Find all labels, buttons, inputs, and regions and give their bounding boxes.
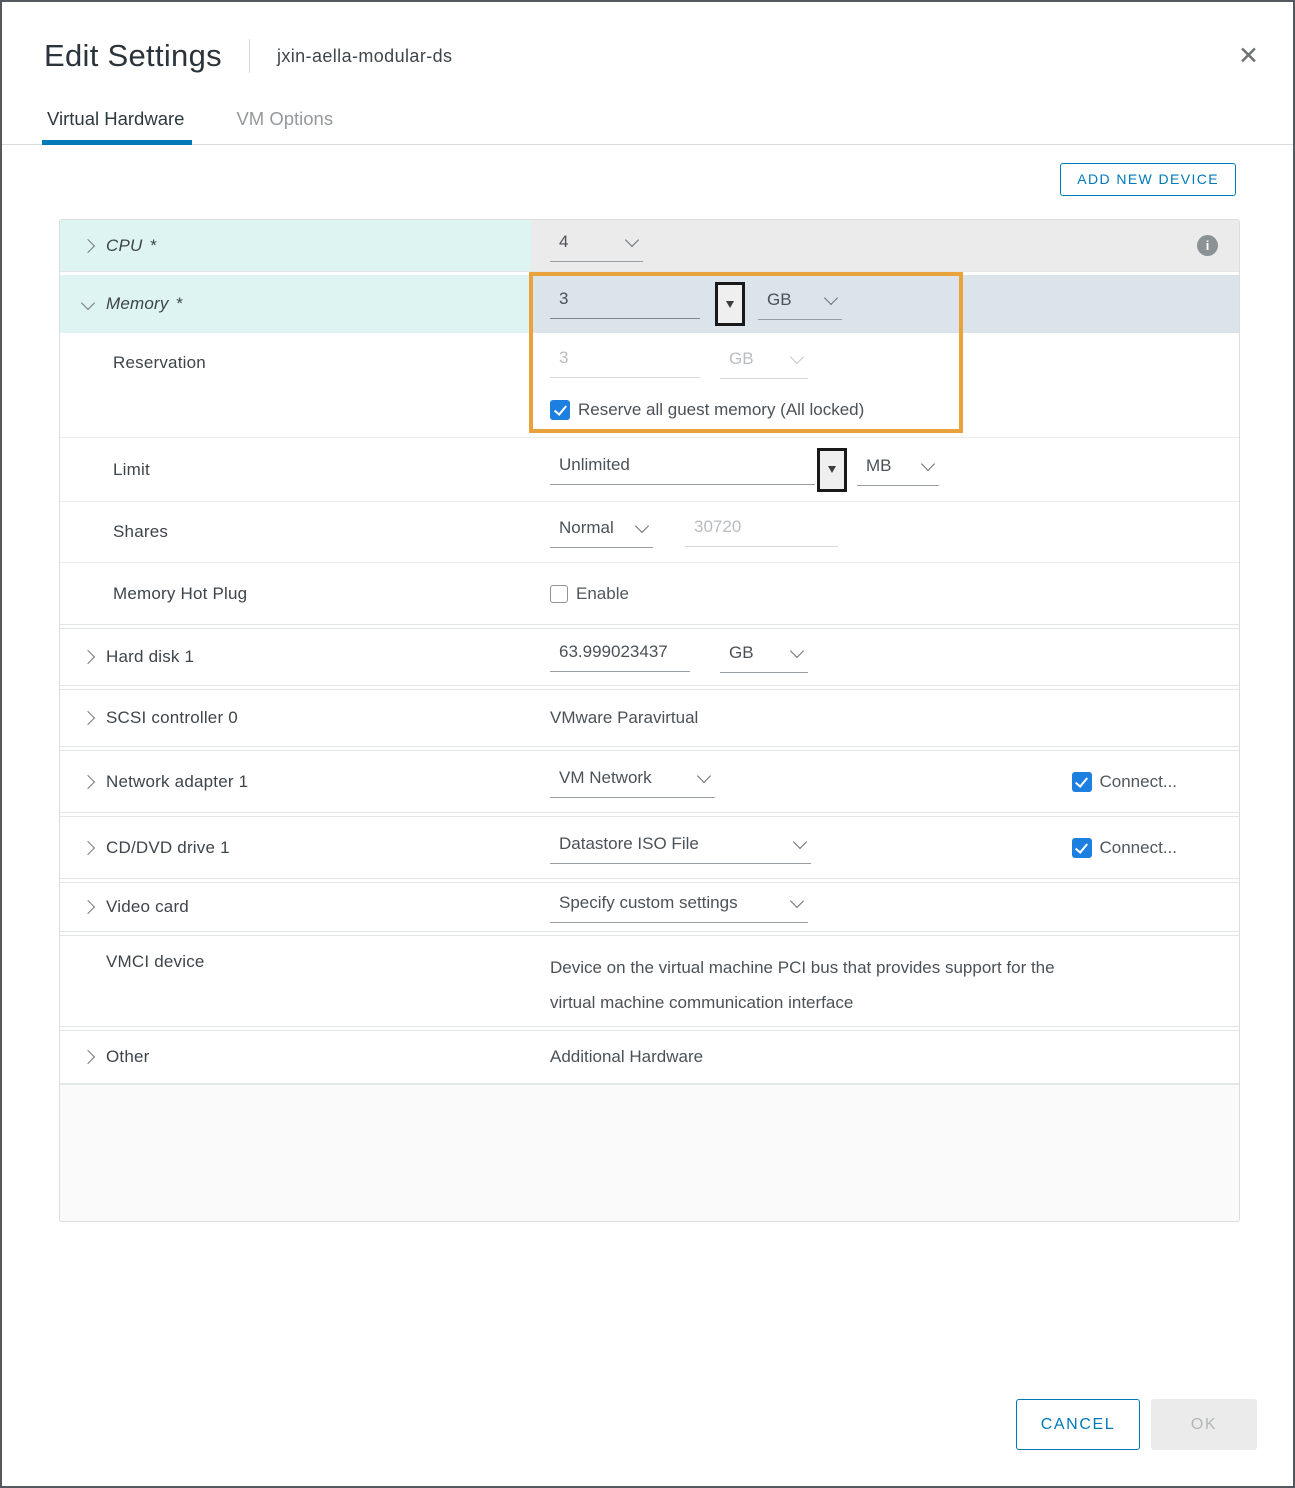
- cd-dvd-connect-label: Connect...: [1099, 837, 1177, 857]
- vmci-row: [60, 936, 1239, 1026]
- memory-hot-plug-value-cell: [531, 563, 1239, 624]
- reservation-value-cell: [531, 333, 1239, 436]
- limit-row: [60, 437, 1239, 501]
- memory-hot-plug-row: [60, 562, 1239, 624]
- other-row: [60, 1031, 1239, 1083]
- memory-unit-value: GB: [767, 290, 792, 309]
- reservation-unit-value: GB: [729, 349, 754, 368]
- hard-disk-value-cell: [531, 629, 1239, 685]
- memory-section: [60, 275, 1239, 625]
- cd-dvd-label-cell: [60, 817, 531, 878]
- cpu-section: [60, 220, 1239, 272]
- reservation-size-input[interactable]: 3: [550, 348, 700, 378]
- video-card-value-cell: [531, 883, 1239, 931]
- reserve-all-guest-memory-checkbox[interactable]: [550, 400, 570, 420]
- memory-size-input[interactable]: 3: [550, 289, 700, 319]
- hard-disk-unit-select[interactable]: [720, 641, 808, 673]
- chevron-down-icon: [790, 644, 804, 658]
- other-value: Additional Hardware: [550, 1047, 704, 1066]
- vm-name: jxin-aella-modular-ds: [276, 45, 453, 66]
- memory-required-marker: *: [175, 294, 183, 313]
- shares-row: [60, 501, 1239, 562]
- chevron-down-icon: [921, 456, 935, 470]
- shares-value-cell: [531, 502, 1239, 562]
- memory-hot-plug-enable-checkbox[interactable]: [550, 585, 568, 603]
- chevron-down-icon: [625, 232, 639, 246]
- tab-virtual-hardware[interactable]: Virtual Hardware: [47, 108, 184, 144]
- memory-value-cell: [531, 275, 1239, 333]
- shares-level-select[interactable]: [550, 516, 653, 548]
- memory-hot-plug-label: Memory Hot Plug: [113, 583, 248, 603]
- network-adapter-label-cell: [60, 751, 531, 812]
- hard-disk-row: [60, 629, 1239, 685]
- memory-label: Memory: [106, 294, 169, 313]
- vmci-description-line2: virtual machine communication interface: [550, 993, 854, 1012]
- cpu-label-cell: [60, 220, 531, 271]
- limit-dropdown-button[interactable]: [817, 448, 847, 492]
- scsi-controller-label: SCSI controller 0: [106, 708, 238, 727]
- info-icon[interactable]: i: [1197, 235, 1218, 256]
- chevron-right-icon[interactable]: [81, 774, 95, 788]
- chevron-down-icon: [635, 519, 649, 533]
- chevron-right-icon[interactable]: [81, 238, 95, 252]
- video-card-label-cell: [60, 883, 531, 931]
- chevron-down-icon: [790, 894, 804, 908]
- memory-label-cell: [60, 275, 531, 333]
- reservation-label: Reservation: [113, 353, 206, 372]
- scsi-controller-section: [60, 689, 1239, 747]
- dialog-footer: [1016, 1399, 1257, 1450]
- memory-hot-plug-enable-label: Enable: [576, 583, 629, 603]
- network-adapter-row: [60, 751, 1239, 812]
- close-icon[interactable]: ✕: [1238, 41, 1259, 70]
- cpu-count-select[interactable]: [550, 230, 643, 262]
- cd-dvd-section: [60, 816, 1239, 879]
- hard-disk-label-cell: [60, 629, 531, 685]
- shares-label: Shares: [113, 522, 169, 541]
- chevron-right-icon[interactable]: [81, 840, 95, 854]
- ok-button[interactable]: OK: [1151, 1399, 1257, 1450]
- chevron-down-icon: [790, 350, 804, 364]
- reservation-unit-select[interactable]: [720, 347, 808, 379]
- video-card-label: Video card: [106, 897, 189, 916]
- vmci-label: VMCI device: [106, 952, 205, 971]
- network-adapter-label: Network adapter 1: [106, 771, 249, 791]
- chevron-right-icon[interactable]: [81, 1050, 95, 1064]
- memory-size-dropdown-button[interactable]: [715, 282, 745, 326]
- memory-row: [60, 275, 1239, 333]
- shares-level-value: Normal: [559, 518, 614, 537]
- chevron-right-icon[interactable]: [81, 900, 95, 914]
- video-card-settings-select[interactable]: [550, 891, 808, 923]
- dialog-header: [44, 38, 1259, 74]
- scsi-controller-row: [60, 690, 1239, 746]
- network-connect-checkbox[interactable]: [1072, 772, 1092, 792]
- hard-disk-label: Hard disk 1: [106, 647, 195, 666]
- vmci-description: [550, 936, 1055, 1020]
- other-section: [60, 1030, 1239, 1084]
- hardware-table: [59, 219, 1240, 1222]
- cd-dvd-connect-checkbox[interactable]: [1072, 838, 1092, 858]
- chevron-down-icon: [793, 834, 807, 848]
- tab-bar: [2, 108, 1293, 145]
- cpu-row: [60, 220, 1239, 271]
- table-empty-area: [60, 1084, 1239, 1221]
- hard-disk-unit-value: GB: [729, 643, 754, 662]
- chevron-right-icon[interactable]: [81, 650, 95, 664]
- limit-unit-select[interactable]: [857, 454, 939, 486]
- video-card-settings-value: Specify custom settings: [559, 893, 738, 912]
- cd-dvd-source-value: Datastore ISO File: [559, 833, 699, 853]
- memory-unit-select[interactable]: [758, 288, 842, 320]
- cpu-required-marker: *: [149, 235, 157, 255]
- chevron-right-icon[interactable]: [81, 711, 95, 725]
- chevron-down-icon[interactable]: [81, 295, 95, 309]
- network-connect-label: Connect...: [1099, 771, 1177, 791]
- scsi-controller-label-cell: [60, 690, 531, 746]
- vmci-section: [60, 935, 1239, 1027]
- scsi-controller-value: VMware Paravirtual: [550, 708, 699, 727]
- cd-dvd-label: CD/DVD drive 1: [106, 837, 230, 857]
- cpu-value-cell: [531, 220, 1239, 271]
- limit-label: Limit: [113, 459, 150, 479]
- other-label: Other: [106, 1047, 150, 1066]
- cpu-label: CPU: [106, 235, 143, 255]
- limit-unit-value: MB: [866, 455, 892, 475]
- video-card-section: [60, 882, 1239, 932]
- reserve-all-guest-memory-label: Reserve all guest memory (All locked): [578, 400, 865, 419]
- limit-value-input[interactable]: Unlimited: [550, 455, 815, 485]
- chevron-down-icon: [697, 768, 711, 782]
- add-new-device-button[interactable]: ADD NEW DEVICE: [1060, 163, 1236, 196]
- vmci-description-line1: Device on the virtual machine PCI bus that provides support for the: [550, 958, 1055, 977]
- cd-dvd-row: [60, 817, 1239, 878]
- hard-disk-section: [60, 628, 1239, 686]
- page-title: Edit Settings: [44, 38, 222, 73]
- chevron-down-icon: [824, 291, 838, 305]
- cd-dvd-value-cell: [531, 817, 1239, 878]
- title-divider: [249, 39, 250, 73]
- cd-dvd-source-select[interactable]: [550, 832, 811, 864]
- network-adapter-value-cell: [531, 751, 1239, 812]
- network-select-value: VM Network: [559, 767, 652, 787]
- hard-disk-size-input[interactable]: 63.999023437: [550, 642, 690, 672]
- limit-value-cell: [531, 438, 1239, 501]
- shares-amount-input[interactable]: 30720: [685, 517, 838, 547]
- tab-vm-options[interactable]: VM Options: [236, 108, 334, 129]
- other-label-cell: [60, 1031, 531, 1083]
- network-adapter-section: [60, 750, 1239, 813]
- video-card-row: [60, 883, 1239, 931]
- cancel-button[interactable]: CANCEL: [1016, 1399, 1140, 1450]
- vmci-value-cell: [531, 936, 1239, 1026]
- reservation-row: [60, 333, 1239, 437]
- network-select[interactable]: [550, 766, 715, 798]
- cpu-count-value: 4: [559, 231, 569, 251]
